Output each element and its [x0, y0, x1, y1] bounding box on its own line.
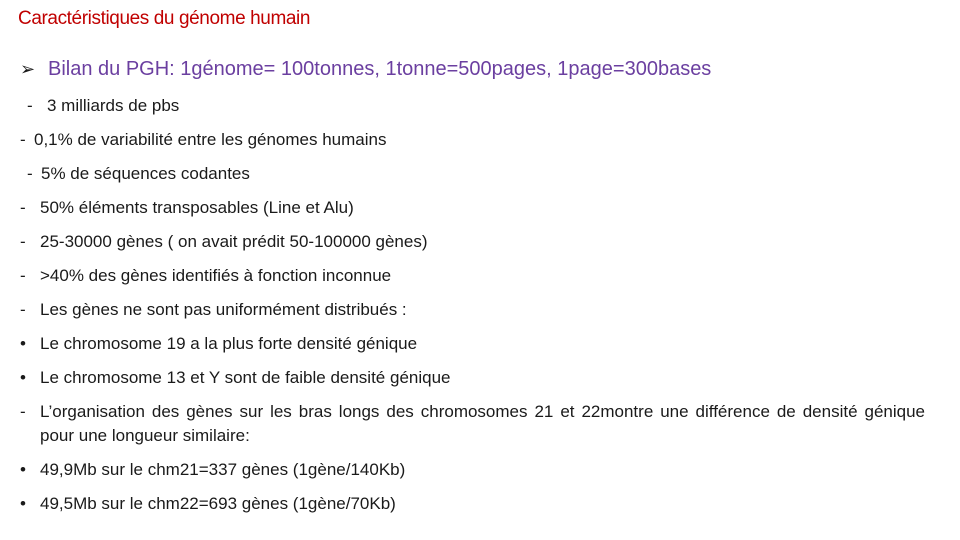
list-item-text: 25-30000 gènes ( on avait prédit 50-100000 gènes) [40, 232, 428, 251]
list-item [20, 128, 386, 152]
list-item [20, 264, 391, 288]
bullet-dot-icon: • [20, 460, 26, 479]
list-item [20, 366, 451, 390]
list-item-text: 5% de séquences codantes [41, 164, 250, 183]
list-item [20, 230, 428, 254]
list-item-text: 0,1% de variabilité entre les génomes humains [34, 130, 387, 149]
arrow-bullet-icon: ➢ [20, 59, 36, 79]
list-item [20, 196, 354, 220]
subtitle-text: Bilan du PGH: 1génome= 100tonnes, 1tonne=500pages, 1page=300bases [48, 58, 712, 80]
dash-marker: - [27, 164, 33, 183]
list-item [27, 94, 179, 118]
slide-subtitle [20, 58, 711, 81]
list-item-text: Les gènes ne sont pas uniformément distribués : [40, 300, 407, 319]
list-item [20, 492, 396, 516]
dash-marker: - [20, 198, 26, 217]
list-item-text: Le chromosome 19 a la plus forte densité génique [40, 334, 418, 353]
dash-marker: - [20, 266, 26, 285]
dash-marker: - [20, 300, 26, 319]
list-item-text: >40% des gènes identifiés à fonction inconnue [40, 266, 392, 285]
dash-marker: - [27, 96, 33, 115]
list-item [20, 400, 925, 448]
list-item-text: 50% éléments transposables (Line et Alu) [40, 198, 354, 217]
bullet-dot-icon: • [20, 334, 26, 353]
bullet-dot-icon: • [20, 368, 26, 387]
dash-marker: - [20, 232, 26, 251]
slide-title: Caractéristiques du génome humain [18, 8, 311, 29]
dash-marker: - [20, 402, 26, 421]
list-item [27, 162, 250, 186]
list-item [20, 332, 417, 356]
list-item [20, 458, 405, 482]
list-item-text: 3 milliards de pbs [47, 96, 180, 115]
list-item [20, 298, 407, 322]
bullet-dot-icon: • [20, 494, 26, 513]
list-item-text: 49,5Mb sur le chm22=693 gènes (1gène/70Kb) [40, 494, 396, 513]
list-item-text: 49,9Mb sur le chm21=337 gènes (1gène/140Kb) [40, 460, 406, 479]
list-item-text: L’organisation des gènes sur les bras longs des chromosomes 21 et 22montre une différence de densité génique pour une longueur similaire: [40, 402, 925, 445]
list-item-text: Le chromosome 13 et Y sont de faible densité génique [40, 368, 451, 387]
dash-marker: - [20, 130, 26, 149]
